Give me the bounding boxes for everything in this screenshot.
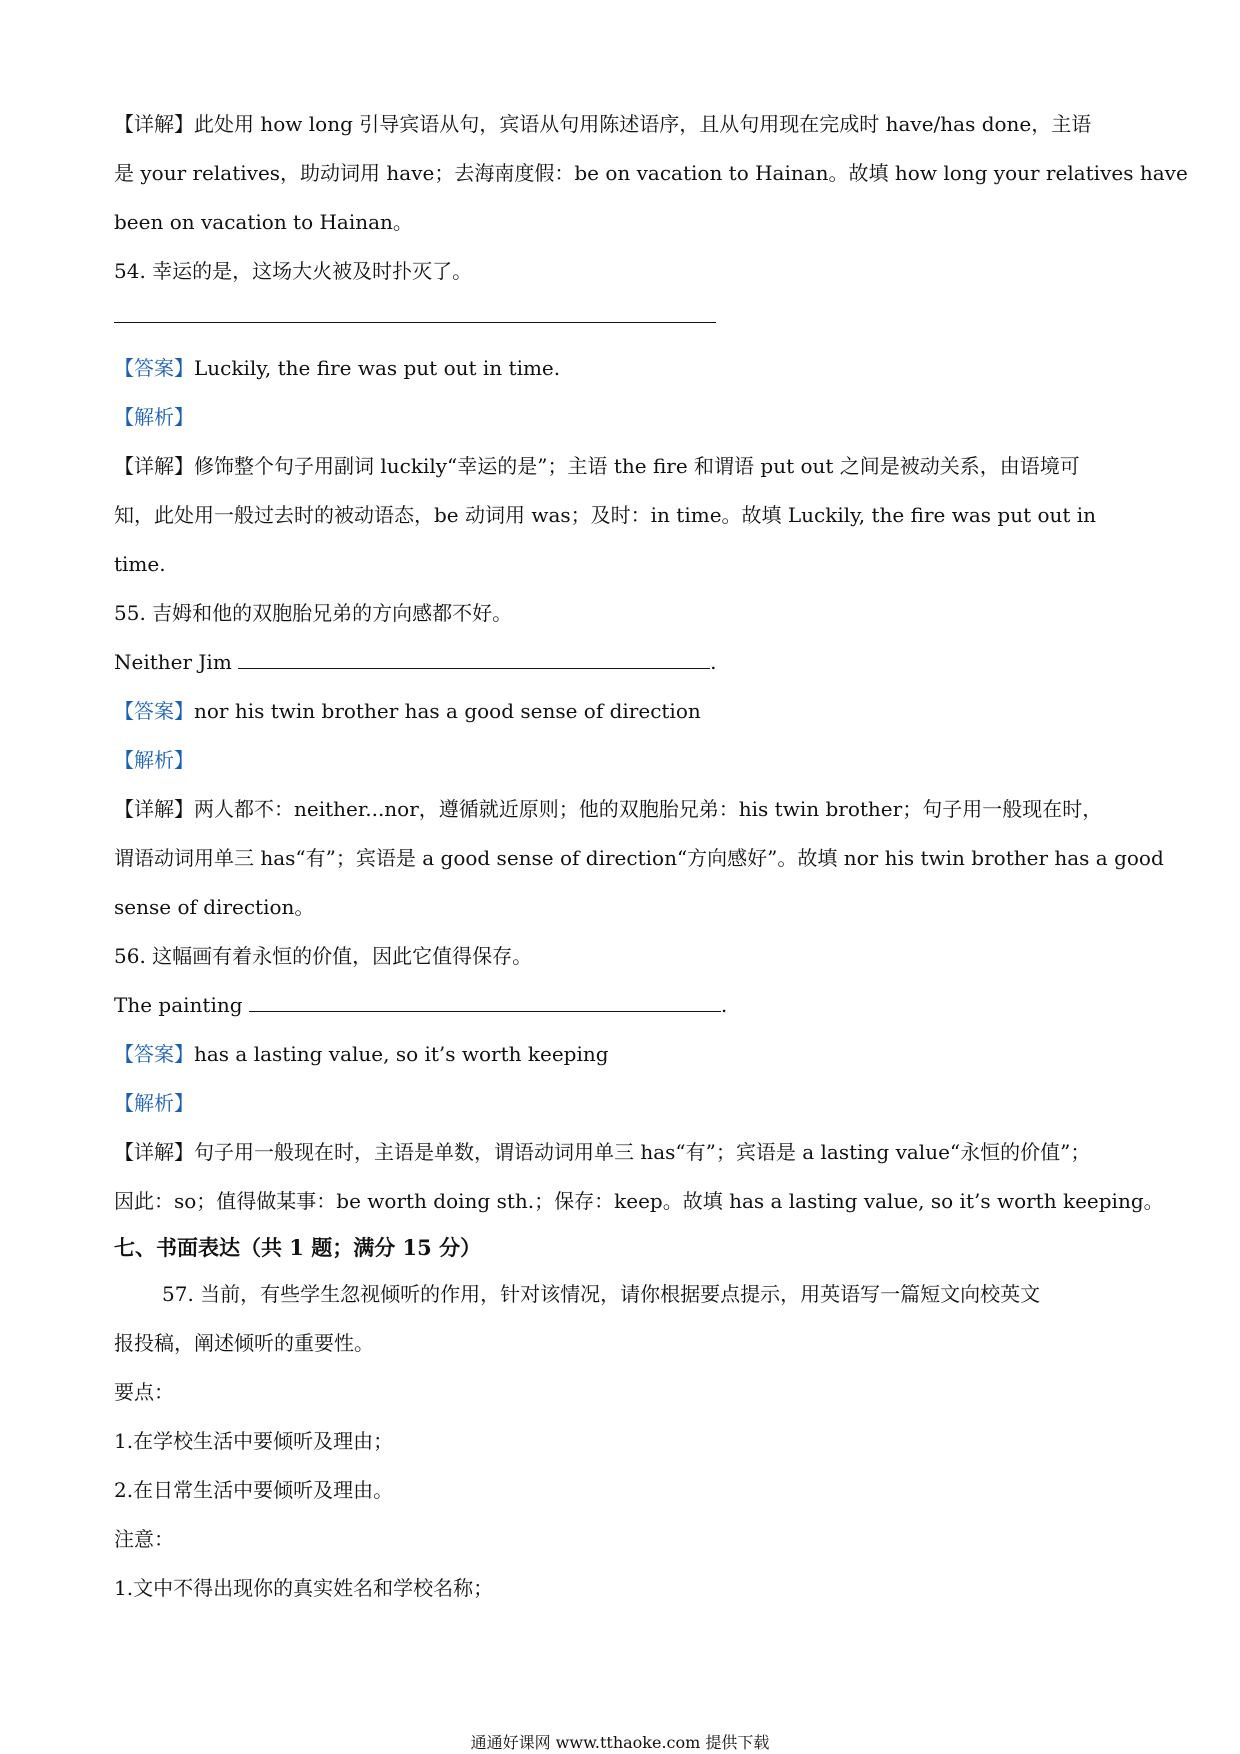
q54-detail-line-2: 知，此处用一般过去时的被动语态，be 动词用 was；及时：in time。故填 Luckily, the fire was put out in (114, 503, 1097, 527)
q57-line-2: 报投稿，阐述倾听的重要性。 (114, 1331, 374, 1355)
q54-detail-line-3: time. (114, 552, 166, 576)
note-1: 1.文中不得出现你的真实姓名和学校名称； (114, 1576, 494, 1600)
q56-prompt: The painting . (114, 981, 1134, 1030)
q54-answer: 【答案】Luckily, the fire was put out in time. (114, 356, 561, 380)
point-2: 2.在日常生活中要倾听及理由。 (114, 1478, 394, 1502)
q56-analysis-label: 【解析】 (114, 1091, 194, 1115)
points-label: 要点： (114, 1380, 174, 1404)
q55-detail-line-2: 谓语动词用单三 has“有”；宾语是 a good sense of direction“方向感好”。故填 nor his twin brother has a good (114, 846, 1164, 870)
notes-label: 注意： (114, 1527, 174, 1551)
q57-line-1: 57. 当前，有些学生忽视倾听的作用，针对该情况，请你根据要点提示，用英语写一篇短文向校英文 (162, 1282, 1041, 1306)
answer-label: 【答案】 (114, 1042, 194, 1066)
q54-answer-blank (114, 322, 716, 323)
point-1: 1.在学校生活中要倾听及理由； (114, 1429, 394, 1453)
detail-label: 【详解】 (114, 1140, 194, 1164)
detail-label: 【详解】 (114, 112, 194, 136)
answer-label: 【答案】 (114, 356, 194, 380)
q55-question: 55. 吉姆和他的双胞胎兄弟的方向感都不好。 (114, 601, 513, 625)
q55-detail-line-3: sense of direction。 (114, 895, 315, 919)
q53-detail-line-2: 是 your relatives，助动词用 have；去海南度假：be on vacation to Hainan。故填 how long your relatives have (114, 161, 1188, 185)
q55-detail-line-1: 【详解】两人都不：neither...nor，遵循就近原则；他的双胞胎兄弟：his twin brother；句子用一般现在时， (114, 797, 1103, 821)
q55-analysis-label: 【解析】 (114, 748, 194, 772)
detail-label: 【详解】 (114, 454, 194, 478)
q54-detail-line-1: 【详解】修饰整个句子用副词 luckily“幸运的是”；主语 the fire 和谓语 put out 之间是被动关系，由语境可 (114, 454, 1080, 478)
q53-detail-line-3: been on vacation to Hainan。 (114, 210, 413, 234)
q54-question: 54. 幸运的是，这场大火被及时扑灭了。 (114, 259, 473, 283)
q55-answer: 【答案】nor his twin brother has a good sense of direction (114, 699, 701, 723)
section-title: 七、书面表达（共 1 题；满分 15 分） (114, 1235, 482, 1260)
q56-answer: 【答案】has a lasting value, so it’s worth keeping (114, 1042, 609, 1066)
document-page (114, 100, 1188, 1613)
answer-label: 【答案】 (114, 699, 194, 723)
q56-detail-line-2: 因此：so；值得做某事：be worth doing sth.；保存：keep。故填 has a lasting value, so it’s worth keeping。 (114, 1189, 1164, 1213)
page-footer: 通通好课网 www.tthaoke.com 提供下载 (470, 1733, 770, 1752)
q56-detail-line-1: 【详解】句子用一般现在时，主语是单数，谓语动词用单三 has“有”；宾语是 a lasting value“永恒的价值”； (114, 1140, 1091, 1164)
q55-prompt: Neither Jim . (114, 638, 1134, 687)
detail-label: 【详解】 (114, 797, 194, 821)
q56-blank (249, 989, 721, 1012)
q54-analysis-label: 【解析】 (114, 405, 194, 429)
q55-blank (238, 646, 710, 669)
q53-detail-line-1: 【详解】此处用 how long 引导宾语从句，宾语从句用陈述语序，且从句用现在完成时 have/has done，主语 (114, 112, 1092, 136)
q56-question: 56. 这幅画有着永恒的价值，因此它值得保存。 (114, 944, 533, 968)
